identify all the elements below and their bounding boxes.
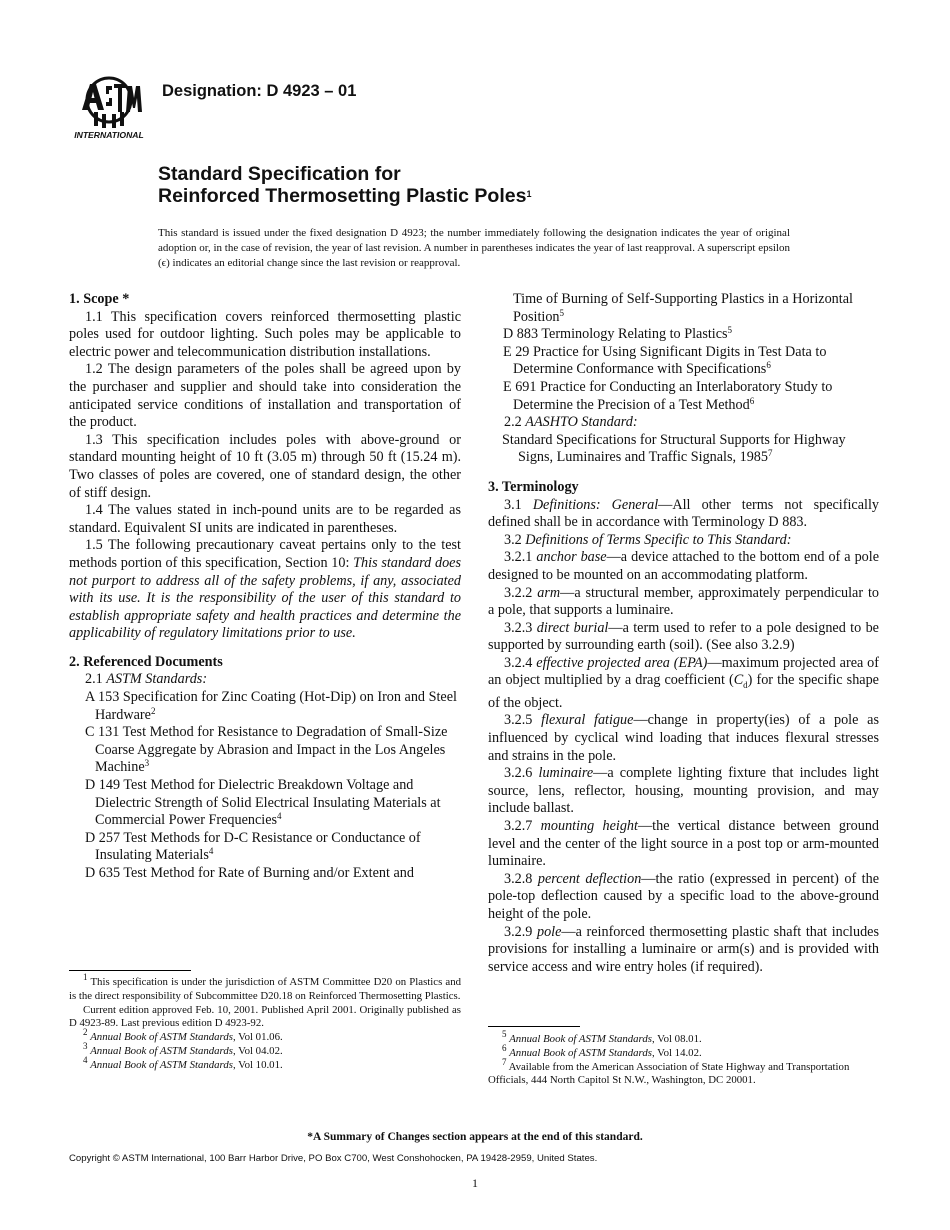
page-number: 1 <box>472 1176 478 1190</box>
para-1-5: 1.5 The following precautionary caveat pertains only to the test methods portion of this specification, Section 10: This standard does not purport to address all of the safety problems, if any, associated with its use. It is the responsibility of the user of this standard to establish appropriate safety and health practices and determine the applicability of regulatory limitations prior to use. <box>69 537 461 642</box>
ref-d149: D 149 Test Method for Dielectric Breakdown Voltage and Dielectric Strength of Solid Electrical Insulating Materials at Commercial Power Frequencies$^4$ <box>85 777 441 829</box>
ref-d883: D 883 Terminology Relating to Plastics$^5$ <box>503 325 733 343</box>
issuance-note: This standard is issued under the fixed designation D 4923; the number immediately following the designation indicates the year of original adoption or, in the case of revision, the year of last revision. A number in parentheses indicates the year of last reapproval. A superscript epsilon (ϵ) indicates an editorial change since the last revision or reapproval. <box>158 227 790 269</box>
def-3-2-7: 3.2.7 mounting height—the vertical distance between ground level and the center of the light source in a post top or arm-mounted luminaire. <box>488 818 880 870</box>
title-line-2: Reinforced Thermosetting Plastic Poles$^1$ <box>158 185 532 207</box>
para-2-1: 2.1 ASTM Standards: <box>85 671 208 688</box>
def-3-2-2: 3.2.2 arm—a structural member, approximately perpendicular to a pole, that supports a luminaire. <box>488 584 879 619</box>
para-1-4: 1.4 The values stated in inch-pound units are to be regarded as standard. Equivalent SI units are indicated in parentheses. <box>69 502 461 536</box>
section-1-heading: 1. Scope * <box>69 291 130 307</box>
def-3-2-5: 3.2.5 flexural fatigue—change in property(ies) of a pole as influenced by cyclical wind loading that induces flexural stresses and strains in the pole. <box>488 712 880 764</box>
def-3-2-1: 3.2.1 anchor base—a device attached to the bottom end of a pole designed to be mounted on an accommodating platform. <box>488 549 880 583</box>
section-3-heading: 3. Terminology <box>488 478 579 495</box>
footnote-2: $^2$ Annual Book of ASTM Standards, Vol 01.06. <box>83 1027 283 1044</box>
footnote-rule-left <box>69 970 191 971</box>
footnote-1: $^1$ This specification is under the jurisdiction of ASTM Committee D20 on Plastics and is the direct responsibility of Subcommittee D20.18 on Reinforced Thermosetting Plastics. <box>69 972 461 1002</box>
def-3-2-4: 3.2.4 effective projected area (EPA)—maximum projected area of an object multiplied by a drag coefficient $(C_d)$ for the specific shape of the object. <box>488 654 880 711</box>
ref-d257: D 257 Test Methods for D-C Resistance or Conductance of Insulating Materials$^4$ <box>85 829 421 864</box>
ref-d635-start: D 635 Test Method for Rate of Burning and/or Extent and <box>85 865 414 881</box>
footnote-7: $^7$ Available from the American Association of State Highway and Transportation Officials, 444 North Capitol St N.W., Washington, DC 20001. <box>488 1056 850 1087</box>
copyright: Copyright © ASTM International, 100 Barr Harbor Drive, PO Box C700, West Conshohocken, PA 19428-2959, United States. <box>69 1153 598 1164</box>
def-3-2-3: 3.2.3 direct burial—a term used to refer to a pole designed to be supported by surrounding earth (soil). (See also 3.2.9) <box>488 619 879 654</box>
ref-a153: A 153 Specification for Zinc Coating (Hot-Dip) on Iron and Steel Hardware$^2$ <box>85 689 457 723</box>
title-line-1: Standard Specification for <box>158 163 401 185</box>
footnote-rule-right <box>488 1026 580 1027</box>
ref-e691: E 691 Practice for Conducting an Interlaboratory Study to Determine the Precision of a Test Method$^6$ <box>503 378 833 413</box>
right-column <box>488 291 879 976</box>
footnote-1-edition: Current edition approved Feb. 10, 2001. Published April 2001. Originally published as D 4923-89. Last previous edition D 4923-92. <box>69 1003 461 1030</box>
para-1-2: 1.2 The design parameters of the poles shall be agreed upon by the purchaser and supplier and should take into consideration the anticipated service conditions of installation and transportation of the product. <box>69 361 461 431</box>
footnote-4: $^4$ Annual Book of ASTM Standards, Vol 10.01. <box>83 1054 283 1071</box>
title-footnote-mark: 1 <box>526 189 532 199</box>
section-2-heading: 2. Referenced Documents <box>69 653 223 670</box>
document-title <box>158 163 531 207</box>
footnotes-left <box>69 972 461 1073</box>
para-2-2: 2.2 AASHTO Standard: <box>504 414 638 431</box>
left-column <box>69 291 461 883</box>
def-3-2-9: 3.2.9 pole—a reinforced thermosetting plastic shaft that includes provisions for installing a luminaire or arm(s) and is provided with service access and wire entry holes (if required). <box>488 923 879 975</box>
footnotes-right <box>488 1029 879 1088</box>
ref-e29: E 29 Practice for Using Significant Digits in Test Data to Determine Conformance with Specifications$^6$ <box>503 343 827 378</box>
footnote-5: $^5$ Annual Book of ASTM Standards, Vol 08.01. <box>502 1029 702 1045</box>
designation: Designation: D 4923 – 01 <box>162 82 357 100</box>
para-1-1: 1.1 This specification covers reinforced thermosetting plastic poles used for outdoor lighting. Such poles may be applicable to electric power and telecommunication distribution installations. <box>69 308 461 360</box>
def-3-2-6: 3.2.6 luminaire—a complete lighting fixture that includes light source, lens, reflector, housing, mounting provision, and may include ballast. <box>488 765 879 817</box>
para-3-2: 3.2 Definitions of Terms Specific to This Standard: <box>504 531 792 548</box>
ref-aashto: Standard Specifications for Structural Supports for Highway Signs, Luminaires and Traffic Signals, 1985$^7$ <box>502 431 846 466</box>
para-1-3: 1.3 This specification includes poles with above-ground or standard mounting height of 10 ft (3.05 m) through 50 ft (15.24 m). Two classes of poles are covered, one of standard design, the other of stiff design. <box>69 431 461 501</box>
para-3-1: 3.1 Definitions: General—All other terms not specifically defined shall be in accordance with Terminology D 883. <box>488 496 879 531</box>
footnote-3: $^3$ Annual Book of ASTM Standards, Vol 04.02. <box>83 1040 283 1057</box>
def-3-2-8: 3.2.8 percent deflection—the ratio (expressed in percent) of the pole-top deflection caused by a specific load to the above-ground height of the pole. <box>488 870 879 923</box>
ref-c131: C 131 Test Method for Resistance to Degradation of Small-Size Coarse Aggregate by Abrasion and Impact in the Los Angeles Machine$^3$ <box>85 724 448 776</box>
ref-d635-end: Time of Burning of Self-Supporting Plastics in a Horizontal Position$^5$ <box>513 291 853 325</box>
logo-text: INTERNATIONAL <box>74 130 144 140</box>
astm-logo <box>68 74 150 140</box>
summary-note: *A Summary of Changes section appears at the end of this standard. <box>307 1131 643 1143</box>
footnote-6: $^6$ Annual Book of ASTM Standards, Vol 14.02. <box>502 1042 702 1059</box>
